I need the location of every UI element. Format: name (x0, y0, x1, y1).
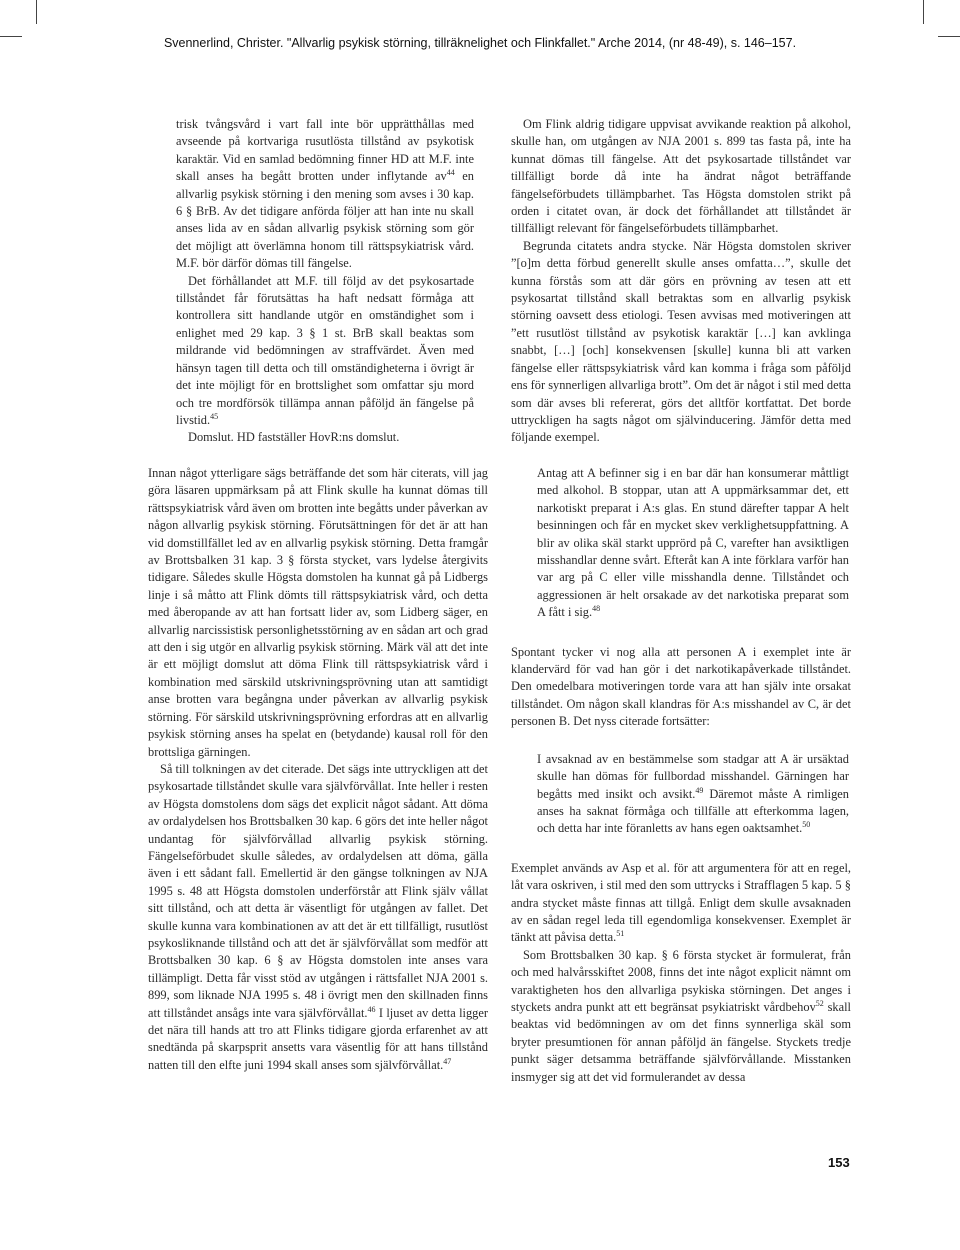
paragraph: Spontant tycker vi nog alla att personen A i exemplet inte är klandervärd för vad han gör i det narkotikapåverkade tillståndet. Den omedelbara motiveringen torde vara att han själv inte orsakat tillståndet. Om någon skall klandras för A:s misshandel av C, är det personen B. Det nyss citerade fortsätter: (511, 644, 851, 729)
right-column-top (511, 116, 851, 447)
paragraph: Om Flink aldrig tidigare uppvisat avvikande reaktion på alkohol, skulle han, om utgången av NJA 2001 s. 899 tas fasta på, inte ha kunnat dömas till fängelse. Att det psykosartade tillståndet var tillfälligt borde då inte ha ändrat något beträffande fängelseförbudets tillämpbarhet. Tas Högsta domstolen strikt på orden i citatet ovan, är dock det förhållandet att tillståndet är tillfälligt relevant för fängelseförbudets tillämpbarhet. (511, 117, 851, 236)
right-column-bottom (511, 465, 851, 1086)
footnote-ref: 45 (210, 411, 219, 421)
footnote-ref: 48 (592, 604, 601, 614)
footnote-ref: 50 (802, 820, 811, 830)
crop-mark-top-right-v (923, 0, 924, 24)
block-quote: I avsaknad av en bestämmelse som stadgar att A är ursäktad skulle han dömas för fullbordad misshandel. Gärningen har begåtts med insikt och avsikt.$^{49}$ Däremot måste A rimligen anses ha saknat förmåga och tillfälle att efterkomma lagen, och detta har inte föranletts av hans egen oaktsamhet.$^{50}$ (537, 751, 849, 836)
paragraph: Exemplet används av Asp et al. för att argumentera för att en regel, låt vara oskriven, i stil med den som uttrycks i Strafflagen 5 kap. 5 § andra stycket måste finnas att tillgå. Enligt dem skulle avsaknaden av en sådan regel leda till egendomliga konsekvenser. Exemplet är tänkt att påvisa detta.$^{51}$ (511, 860, 851, 945)
left-column-bottom (148, 465, 488, 1074)
footnote-ref: 52 (815, 998, 824, 1008)
page-number: 153 (828, 1155, 850, 1170)
left-column-top (176, 116, 474, 447)
paragraph: Innan något ytterligare sägs beträffande det som här citerats, vill jag göra läsaren uppmärksam på att Flink skulle ha kunnat dömas till rättspsykiatrisk vård även om brotten inte begåtts under påverkan av någon allvarlig psykisk störning. Förutsättningen för det är att han vid domstillfället led av en allvarlig psykisk störning. Detta framgår av Brottsbalken 31 kap. 3 § första stycket, vars lydelse återgivits tidigare. Således skulle Högsta domstolen ha kunnat gå på Lidbergs linje i så måtto att Flink dömts till rättspsykiatrisk vård, och detta med åberopande av att han fortsatt lider av, som Lidberg säger, en allvarlig narcissistisk personlighetsstörning av en sådan art och grad att den i sig utgör en allvarlig psykisk störning. Märk väl att det inte är ett möjligt domslut att döma Flink till rättspsykiatrisk vård i kombination med särskild utskrivningsprövning utan att samtidigt anse brotten vara begångna under påverkan av allvarlig psykisk störning. För särskild utskrivningsprövning erfordras att en allvarlig psykisk störning anses ha spelat en (betydande) kausal roll för den brottsliga gärningen. (148, 466, 488, 759)
footnote-ref: 51 (616, 929, 625, 939)
running-header: Svennerlind, Christer. "Allvarlig psykisk störning, tillräknelighet och Flinkfallet." Arche 2014, (nr 48-49), s. 146–157. (163, 36, 797, 50)
footnote-ref: 49 (695, 785, 704, 795)
paragraph: Domslut. HD fastställer HovR:ns domslut. (188, 430, 400, 445)
paragraph: Begrunda citatets andra stycke. När Högsta domstolen skriver ”[o]m detta förbud generellt skulle anses omfatta…”, skulle det kunna förstås som att där görs en prövning av tesen att ett psykosartat tillstånd skall betraktas som en allvarlig psykisk störning oavsett dess etiologi. Tesen avvisas med motiveringen att ”ett rusutlöst tillstånd av psykotisk karaktär […] kan avklinga snabbt, […] [och] konsekvensen [skulle] kunna bli att varken fängelse eller rättspsykiatrisk vård kan komma i fråga som påföljd ens för synnerligen allvarliga brott”. Om det är något i stil med detta som där avses bli refererat, görs det alltför kortfattat. Det borde uttryckligen ha sagts något om självinducering. Jämför detta med följande exempel. (511, 238, 851, 445)
block-quote: Antag att A befinner sig i en bar där han konsumerar måttligt med alkohol. B stoppar, utan att A uppmärksammar det, ett narkotiskt preparat i A:s glas. En stund därefter tappar A helt besinningen och får en mycket skev verklighetsuppfattning. A blir av olika skäl starkt upprörd på C, varefter han avsiktligen misshandlar denne svårt. Efteråt kan A inte förklara varför han var arg på C eller ville misshandla denne. Tillståndet och aggressionen är helt orsakade av det narkotiska preparat som A fått i sig.$^{48}$ (537, 466, 849, 620)
footnote-ref: 46 (367, 1004, 376, 1014)
paragraph: Som Brottsbalken 30 kap. § 6 första stycket är formulerat, från och med halvårsskiftet 2008, finns det inte något explicit nämnt om varaktigheten hos den allvarliga psykiska störningen. Det anges i styckets andra punkt att ett begränsat psykiatriskt vårdbehov$^{52}$ skall beaktas vid bedömningen av om det finns synnerliga skäl som bryter presumtionen för annan påföljd än fängelse. Styckets tredje punkt säger detsamma beträffande självförvållande. Misstanken insmyger sig att det vid formulerandet av dessa (511, 947, 851, 1084)
paragraph: trisk tvångsvård i vart fall inte bör upprätthållas med avseende på kortvariga rusutlösta tillstånd av psykotisk karaktär. Vid en samlad bedömning finner HD att M.F. inte skall anses ha begått brotten under inflytande $av^{44}$ en allvarlig psykisk störning i den mening som avses i 30 kap. 6 § BrB. Av det tidigare anförda följer att han inte nu skall anses lida av en sådan allvarlig psykisk störning som gör det möjligt att överlämna honom till rättspsykiatrisk vård. M.F. bör därför dömas till fängelse. (176, 117, 474, 271)
footnote-ref: 44 (446, 168, 455, 178)
crop-mark-top-left-v (36, 0, 37, 24)
paragraph: Så till tolkningen av det citerade. Det sägs inte uttryckligen att det psykosartade tillståndet skulle vara självförvållat. Inte heller i resten av Högsta domstolens dom sägs det explicit något sådant. Att döma av ordalydelsen hos Brottsbalken 30 kap. 6 görs det inte heller något undantag för självförvållad allvarlig psykisk störning. Fängelseförbudet skulle således, av ordalydelsen att döma, gälla även i ett sådant fall. Emellertid är den gängse tolkningen av NJA 1995 s. 48 att Högsta domstolen underförstår att Flink själv vållat sitt tillstånd, och att detta är väsentligt för utgången av fallet. Det skulle kunna vara kombinationen av att det är ett tillfälligt, rusutlöst psykosliknande tillstånd och att det är självförvållat som medför att Brottsbalken 30 kap. 6 § av Högsta domstolen inte anses vara tillämpligt. Detta får visst stöd av utgången i rättsfallet NJA 2001 s. 899, som liknade NJA 1995 s. 48 i övrigt men den skillnaden finns att tillståndet ansågs inte vara självförvållat.$^{46}$ I ljuset av detta ligger det nära till hands att tro att Flinks tidigare gjorda erfarenhet av att snedtända på skarpsprit ansetts vara väsentlig för att hans tillstånd natten till den elfte juni 1994 skall anses som självförvållat.$^{47}$ (148, 761, 488, 1072)
footnote-ref: 47 (443, 1056, 452, 1066)
paragraph: Det förhållandet att M.F. till följd av det psykosartade tillståndet får förutsättas ha haft nedsatt förmåga att kontrollera sitt handlande utgör en omständighet som i enlighet med 29 kap. 3 § 1 st. BrB skall beaktas som mildrande vid bedömningen av straffvärdet. Även med hänsyn tagen till detta och till omständigheterna i övrigt är det inte möjligt för en brottslighet som omfattar sju mord och tre mordförsök tillämpa annan påföljd än fängelse på livstid.$^{45}$ (176, 273, 474, 427)
